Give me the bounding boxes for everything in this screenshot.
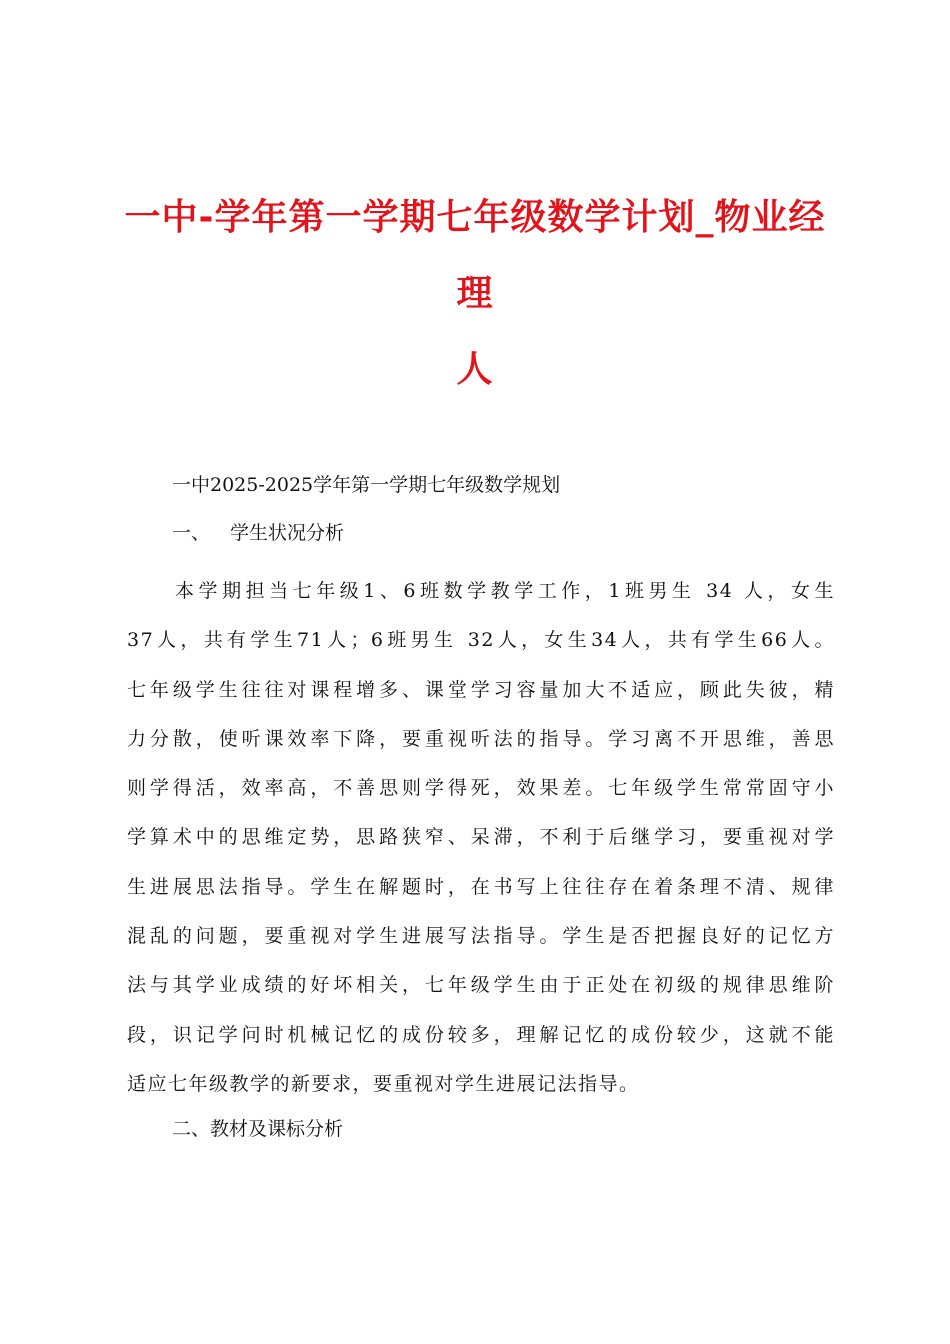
- section-heading-2: 二、教材及课标分析: [172, 1118, 344, 1140]
- document-title-line-2: 人: [456, 349, 494, 390]
- paragraph-line: 本学期担当七年级1、6班数学教学工作，1班男生 34 人，女生: [175, 580, 835, 602]
- paragraph-line: 七年级学生往往对课程增多、课堂学习容量加大不适应，顾此失彼，精: [127, 678, 835, 701]
- student-analysis-paragraph: [127, 567, 835, 1109]
- section-heading-1: [172, 518, 344, 548]
- section-number-1: 一、: [172, 522, 211, 544]
- paragraph-line: 力分散，使听课效率下降，要重视听法的指导。学习离不开思维，善思: [127, 727, 835, 750]
- document-subtitle: 一中2025-2025学年第一学期七年级数学规划: [172, 474, 561, 496]
- section-heading-1-text: 学生状况分析: [230, 522, 345, 544]
- document-title: [110, 180, 840, 408]
- paragraph-line: 37人，共有学生71人；6班男生 32人，女生34人，共有学生66人。: [127, 629, 835, 652]
- paragraph-line: 生进展思法指导。学生在解题时，在书写上往往存在着条理不清、规律: [127, 875, 835, 898]
- paragraph-line: 适应七年级教学的新要求，要重视对学生进展记法指导。: [127, 1072, 640, 1095]
- paragraph-line: 学算术中的思维定势，思路狭窄、呆滞，不利于后继学习，要重视对学: [127, 826, 835, 849]
- paragraph-line: 则学得活，效率高，不善思则学得死，效果差。七年级学生常常固守小: [127, 777, 835, 800]
- paragraph-line: 法与其学业成绩的好坏相关，七年级学生由于正处在初级的规律思维阶: [127, 974, 835, 997]
- paragraph-line: 段，识记学问时机械记忆的成份较多，理解记忆的成份较少，这就不能: [127, 1023, 835, 1046]
- paragraph-line: 混乱的问题，要重视对学生进展写法指导。学生是否把握良好的记忆方: [127, 925, 835, 948]
- document-title-line-1: 一中-学年第一学期七年级数学计划_物业经理: [124, 197, 826, 314]
